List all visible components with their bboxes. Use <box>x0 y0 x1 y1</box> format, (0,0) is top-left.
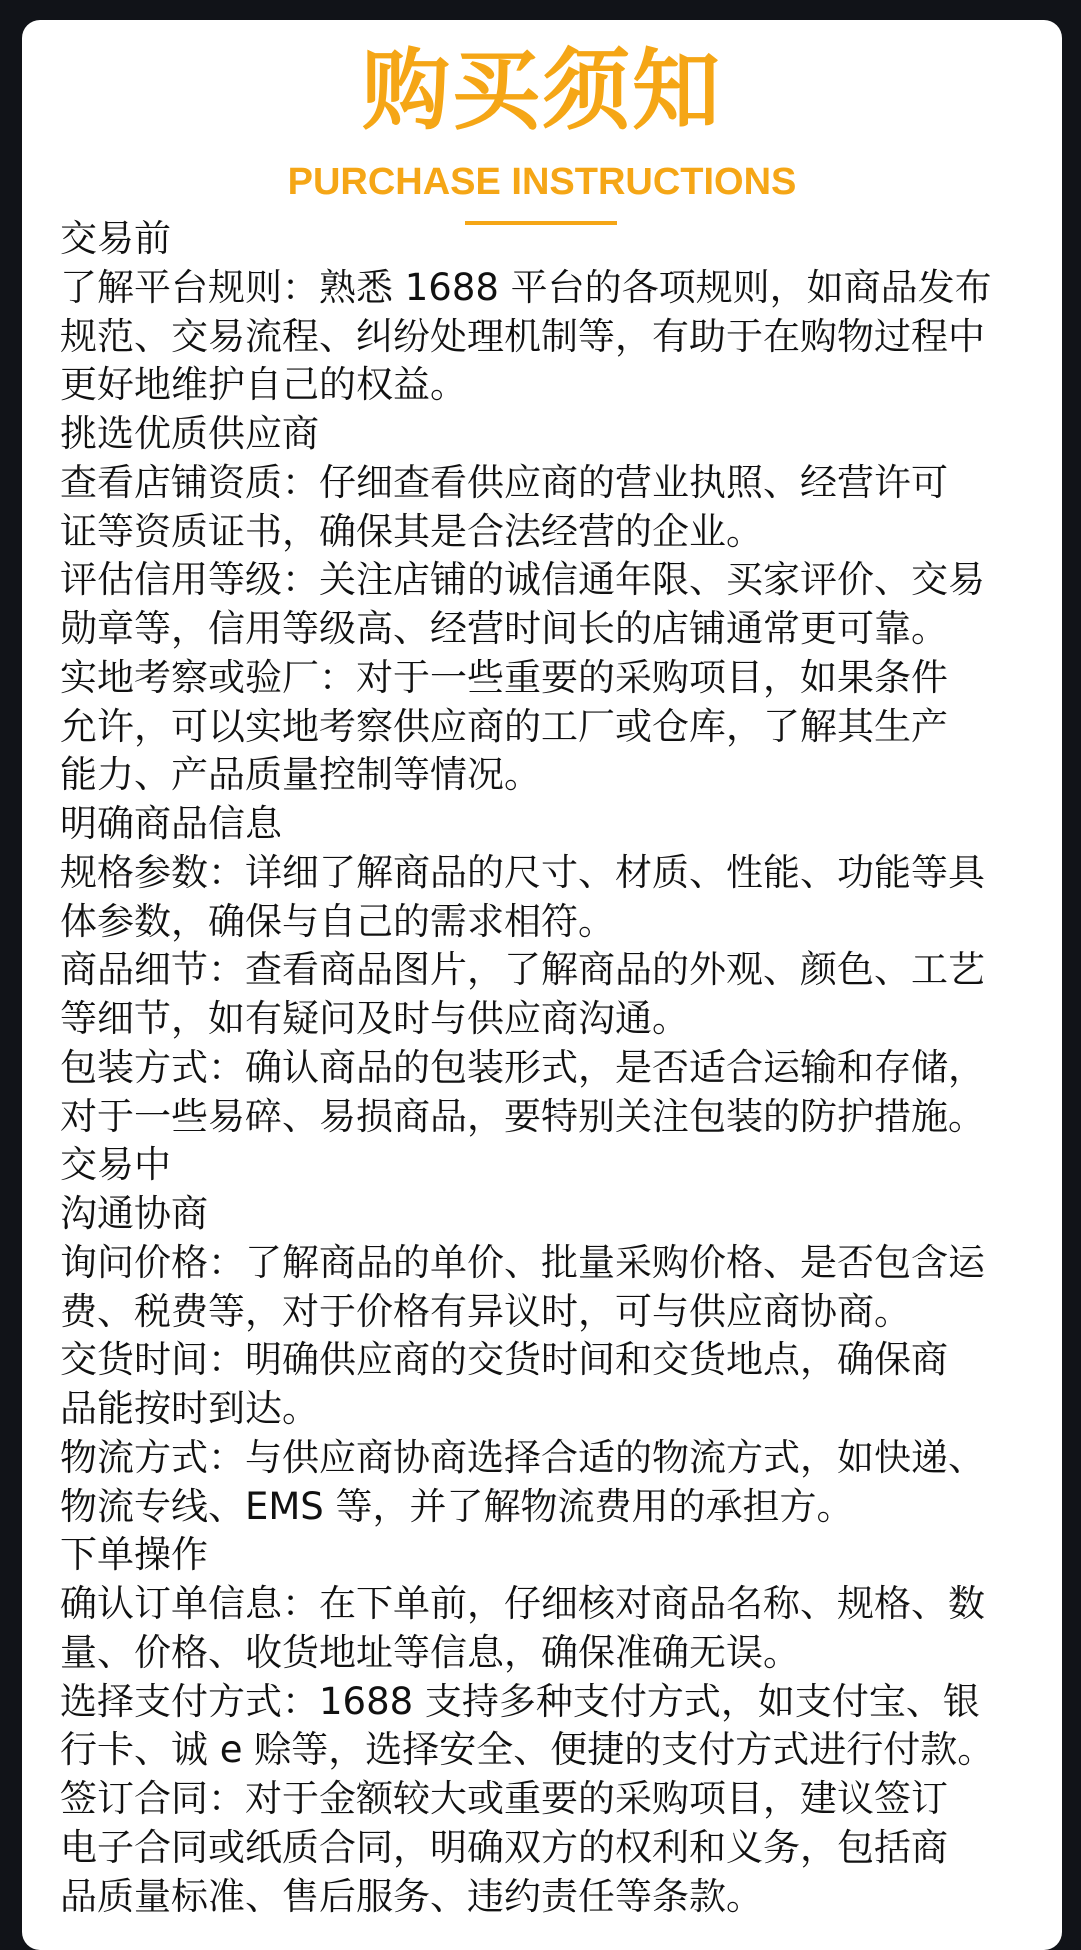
text-line: 规范、交易流程、纠纷处理机制等，有助于在购物过程中 <box>60 314 985 358</box>
text-line: 询问价格：了解商品的单价、批量采购价格、是否包含运 <box>60 1240 985 1284</box>
text-line: 签订合同：对于金额较大或重要的采购项目，建议签订 <box>60 1777 948 1820</box>
text-line: 对于一些易碎、易损商品，要特别关注包装的防护措施。 <box>60 1094 985 1138</box>
text-line: 品质量标准、售后服务、违约责任等条款。 <box>60 1874 763 1918</box>
text-line: 下单操作 <box>60 1533 208 1577</box>
text-line: 交货时间：明确供应商的交货时间和交货地点，确保商 <box>60 1338 948 1382</box>
text-line: 实地考察或验厂：对于一些重要的采购项目，如果条件 <box>60 655 948 699</box>
page-subtitle: PURCHASE INSTRUCTIONS <box>287 161 797 203</box>
text-line: 沟通协商 <box>60 1192 208 1235</box>
text-line: 物流专线、EMS 等，并了解物流费用的承担方。 <box>60 1484 854 1528</box>
text-line: 交易中 <box>60 1143 171 1187</box>
text-line: 明确商品信息 <box>60 802 282 845</box>
text-line: 了解平台规则：熟悉 1688 平台的各项规则，如商品发布 <box>60 265 992 309</box>
instructions-text <box>60 215 1026 1921</box>
text-line: 体参数，确保与自己的需求相符。 <box>60 899 615 943</box>
text-line: 费、税费等，对于价格有异议时，可与供应商协商。 <box>60 1289 911 1333</box>
text-line: 选择支付方式：1688 支持多种支付方式，如支付宝、银 <box>60 1679 980 1723</box>
text-line: 包装方式：确认商品的包装形式，是否适合运输和存储， <box>60 1045 985 1089</box>
text-line: 确认订单信息：在下单前，仔细核对商品名称、规格、数 <box>60 1582 985 1625</box>
text-line: 更好地维护自己的权益。 <box>60 363 467 407</box>
text-line: 证等资质证书，确保其是合法经营的企业。 <box>60 509 763 553</box>
text-line: 允许，可以实地考察供应商的工厂或仓库，了解其生产 <box>60 704 948 748</box>
text-line: 评估信用等级：关注店铺的诚信通年限、买家评价、交易 <box>60 558 985 602</box>
text-line: 商品细节：查看商品图片，了解商品的外观、颜色、工艺 <box>60 948 985 992</box>
text-line: 等细节，如有疑问及时与供应商沟通。 <box>60 997 689 1040</box>
text-line: 勋章等，信用等级高、经营时间长的店铺通常更可靠。 <box>60 607 948 650</box>
text-line: 电子合同或纸质合同，明确双方的权利和义务，包括商 <box>60 1825 948 1869</box>
text-line: 查看店铺资质：仔细查看供应商的营业执照、经营许可 <box>60 460 948 504</box>
text-line: 挑选优质供应商 <box>60 412 319 455</box>
text-line: 能力、产品质量控制等情况。 <box>60 753 541 797</box>
page-title: 购买须知 <box>361 39 722 142</box>
text-line: 规格参数：详细了解商品的尺寸、材质、性能、功能等具 <box>60 850 985 894</box>
text-line: 行卡、诚 e 赊等，选择安全、便捷的支付方式进行付款。 <box>60 1728 995 1772</box>
text-line: 品能按时到达。 <box>60 1387 319 1430</box>
text-line: 物流方式：与供应商协商选择合适的物流方式，如快递、 <box>60 1435 985 1479</box>
text-line: 交易前 <box>60 217 171 260</box>
text-line: 量、价格、收货地址等信息，确保准确无误。 <box>60 1630 800 1674</box>
